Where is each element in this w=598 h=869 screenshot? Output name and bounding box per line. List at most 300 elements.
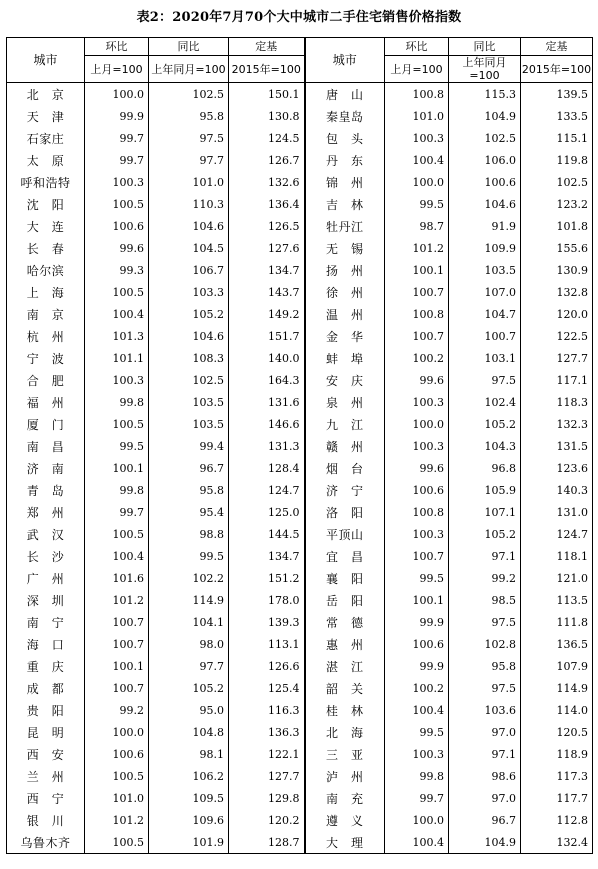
mom-cell-left: 100.6 — [85, 215, 149, 237]
city-cell-left: 天 津 — [7, 105, 85, 127]
mom-cell-left: 99.5 — [85, 435, 149, 457]
base-cell-left: 134.7 — [229, 259, 305, 281]
base-cell-right: 113.5 — [521, 589, 593, 611]
mom-cell-left: 100.7 — [85, 677, 149, 699]
mom-cell-left: 100.1 — [85, 655, 149, 677]
mom-cell-right: 100.6 — [385, 633, 449, 655]
city-cell-right: 大 理 — [305, 831, 385, 854]
mom-cell-right: 100.8 — [385, 83, 449, 106]
yoy-cell-right: 97.0 — [449, 787, 521, 809]
mom-cell-left: 100.5 — [85, 193, 149, 215]
yoy-cell-left: 98.0 — [149, 633, 229, 655]
city-cell-left: 银 川 — [7, 809, 85, 831]
mom-cell-right: 99.5 — [385, 193, 449, 215]
city-cell-left: 厦 门 — [7, 413, 85, 435]
yoy-cell-right: 115.3 — [449, 83, 521, 106]
city-cell-left: 乌鲁木齐 — [7, 831, 85, 854]
mom-cell-left: 100.7 — [85, 611, 149, 633]
city-cell-left: 大 连 — [7, 215, 85, 237]
base-cell-right: 120.5 — [521, 721, 593, 743]
yoy-cell-left: 97.5 — [149, 127, 229, 149]
city-cell-right: 湛 江 — [305, 655, 385, 677]
mom-cell-right: 99.5 — [385, 721, 449, 743]
base-cell-left: 136.3 — [229, 721, 305, 743]
base-subheader-right: 2015年=100 — [521, 56, 593, 83]
city-cell-right: 泸 州 — [305, 765, 385, 787]
mom-cell-right: 100.3 — [385, 435, 449, 457]
yoy-cell-left: 103.5 — [149, 391, 229, 413]
base-cell-left: 140.0 — [229, 347, 305, 369]
mom-header-left: 环比 — [85, 38, 149, 56]
base-cell-left: 126.6 — [229, 655, 305, 677]
yoy-cell-right: 97.5 — [449, 369, 521, 391]
table-row — [7, 369, 593, 391]
base-cell-left: 127.7 — [229, 765, 305, 787]
city-cell-right: 宜 昌 — [305, 545, 385, 567]
base-cell-right: 102.5 — [521, 171, 593, 193]
city-cell-left: 郑 州 — [7, 501, 85, 523]
city-cell-right: 赣 州 — [305, 435, 385, 457]
city-cell-left: 长 沙 — [7, 545, 85, 567]
table-row — [7, 501, 593, 523]
mom-cell-left: 100.4 — [85, 545, 149, 567]
yoy-header-left: 同比 — [149, 38, 229, 56]
city-cell-right: 洛 阳 — [305, 501, 385, 523]
city-cell-left: 广 州 — [7, 567, 85, 589]
base-cell-left: 149.2 — [229, 303, 305, 325]
city-cell-left: 重 庆 — [7, 655, 85, 677]
base-cell-left: 164.3 — [229, 369, 305, 391]
yoy-cell-left: 97.7 — [149, 655, 229, 677]
yoy-cell-left: 101.0 — [149, 171, 229, 193]
table-title: 表2：2020年7月70个大中城市二手住宅销售价格指数 — [136, 10, 462, 25]
yoy-cell-right: 104.9 — [449, 831, 521, 854]
yoy-cell-left: 104.6 — [149, 215, 229, 237]
yoy-cell-right: 97.5 — [449, 677, 521, 699]
base-cell-left: 144.5 — [229, 523, 305, 545]
mom-cell-left: 99.7 — [85, 127, 149, 149]
mom-cell-right: 100.0 — [385, 413, 449, 435]
base-cell-right: 155.6 — [521, 237, 593, 259]
mom-cell-right: 101.2 — [385, 237, 449, 259]
yoy-cell-left: 104.8 — [149, 721, 229, 743]
mom-cell-right: 100.8 — [385, 303, 449, 325]
city-cell-left: 杭 州 — [7, 325, 85, 347]
base-cell-right: 117.7 — [521, 787, 593, 809]
yoy-subheader-left: 上年同月=100 — [149, 56, 229, 83]
base-cell-right: 107.9 — [521, 655, 593, 677]
yoy-cell-right: 97.0 — [449, 721, 521, 743]
mom-cell-right: 100.4 — [385, 831, 449, 854]
city-cell-right: 烟 台 — [305, 457, 385, 479]
table-row — [7, 655, 593, 677]
city-cell-right: 桂 林 — [305, 699, 385, 721]
yoy-cell-right: 97.5 — [449, 611, 521, 633]
yoy-cell-right: 100.7 — [449, 325, 521, 347]
mom-cell-left: 99.8 — [85, 479, 149, 501]
base-cell-left: 131.6 — [229, 391, 305, 413]
base-cell-right: 133.5 — [521, 105, 593, 127]
city-cell-right: 济 宁 — [305, 479, 385, 501]
table-row — [7, 413, 593, 435]
base-cell-right: 112.8 — [521, 809, 593, 831]
mom-cell-right: 100.1 — [385, 589, 449, 611]
yoy-cell-left: 110.3 — [149, 193, 229, 215]
yoy-cell-left: 102.2 — [149, 567, 229, 589]
city-cell-left: 西 安 — [7, 743, 85, 765]
table-row — [7, 545, 593, 567]
base-header-right: 定基 — [521, 38, 593, 56]
table-row — [7, 699, 593, 721]
base-cell-left: 151.2 — [229, 567, 305, 589]
base-cell-right: 111.8 — [521, 611, 593, 633]
base-cell-right: 121.0 — [521, 567, 593, 589]
base-cell-left: 131.3 — [229, 435, 305, 457]
mom-cell-left: 99.8 — [85, 391, 149, 413]
yoy-cell-left: 95.8 — [149, 105, 229, 127]
yoy-cell-left: 108.3 — [149, 347, 229, 369]
city-cell-right: 襄 阳 — [305, 567, 385, 589]
yoy-cell-left: 109.6 — [149, 809, 229, 831]
yoy-cell-left: 95.0 — [149, 699, 229, 721]
base-cell-right: 131.5 — [521, 435, 593, 457]
mom-cell-left: 100.1 — [85, 457, 149, 479]
base-cell-right: 114.0 — [521, 699, 593, 721]
base-cell-right: 117.1 — [521, 369, 593, 391]
city-cell-left: 武 汉 — [7, 523, 85, 545]
base-cell-right: 127.7 — [521, 347, 593, 369]
base-cell-left: 129.8 — [229, 787, 305, 809]
mom-cell-left: 99.7 — [85, 501, 149, 523]
yoy-cell-left: 99.4 — [149, 435, 229, 457]
base-cell-left: 151.7 — [229, 325, 305, 347]
table-row — [7, 259, 593, 281]
mom-cell-left: 101.3 — [85, 325, 149, 347]
city-cell-left: 海 口 — [7, 633, 85, 655]
mom-cell-left: 99.2 — [85, 699, 149, 721]
base-cell-right: 130.9 — [521, 259, 593, 281]
yoy-cell-right: 104.3 — [449, 435, 521, 457]
mom-cell-right: 100.3 — [385, 743, 449, 765]
mom-cell-left: 101.2 — [85, 809, 149, 831]
yoy-cell-left: 104.6 — [149, 325, 229, 347]
city-cell-right: 遵 义 — [305, 809, 385, 831]
base-cell-right: 132.3 — [521, 413, 593, 435]
mom-cell-right: 99.9 — [385, 611, 449, 633]
yoy-cell-left: 98.1 — [149, 743, 229, 765]
city-cell-left: 青 岛 — [7, 479, 85, 501]
yoy-cell-left: 99.5 — [149, 545, 229, 567]
table-row — [7, 743, 593, 765]
city-header-right: 城市 — [305, 38, 385, 83]
yoy-cell-right: 102.8 — [449, 633, 521, 655]
base-cell-left: 134.7 — [229, 545, 305, 567]
base-cell-left: 143.7 — [229, 281, 305, 303]
mom-cell-left: 99.7 — [85, 149, 149, 171]
table-row — [7, 567, 593, 589]
city-cell-left: 南 京 — [7, 303, 85, 325]
table-row — [7, 105, 593, 127]
base-cell-left: 126.7 — [229, 149, 305, 171]
city-cell-left: 宁 波 — [7, 347, 85, 369]
mom-cell-right: 99.9 — [385, 655, 449, 677]
base-cell-left: 146.6 — [229, 413, 305, 435]
base-cell-left: 130.8 — [229, 105, 305, 127]
mom-cell-left: 100.3 — [85, 369, 149, 391]
base-cell-left: 127.6 — [229, 237, 305, 259]
mom-subheader-right: 上月=100 — [385, 56, 449, 83]
mom-cell-right: 99.5 — [385, 567, 449, 589]
table-row — [7, 457, 593, 479]
city-cell-right: 惠 州 — [305, 633, 385, 655]
city-cell-right: 安 庆 — [305, 369, 385, 391]
city-cell-left: 西 宁 — [7, 787, 85, 809]
yoy-cell-left: 104.5 — [149, 237, 229, 259]
city-cell-left: 长 春 — [7, 237, 85, 259]
mom-cell-right: 100.3 — [385, 127, 449, 149]
table-row — [7, 787, 593, 809]
city-header-left: 城市 — [7, 38, 85, 83]
table-row — [7, 347, 593, 369]
city-cell-left: 哈尔滨 — [7, 259, 85, 281]
mom-cell-right: 100.0 — [385, 809, 449, 831]
yoy-cell-right: 95.8 — [449, 655, 521, 677]
yoy-cell-left: 106.7 — [149, 259, 229, 281]
base-cell-left: 116.3 — [229, 699, 305, 721]
table-row — [7, 435, 593, 457]
base-cell-right: 122.5 — [521, 325, 593, 347]
city-cell-left: 福 州 — [7, 391, 85, 413]
mom-cell-left: 100.6 — [85, 743, 149, 765]
yoy-cell-left: 103.3 — [149, 281, 229, 303]
mom-cell-left: 100.0 — [85, 721, 149, 743]
base-cell-right: 118.3 — [521, 391, 593, 413]
base-cell-left: 132.6 — [229, 171, 305, 193]
base-cell-left: 128.7 — [229, 831, 305, 854]
mom-cell-right: 99.6 — [385, 369, 449, 391]
city-cell-left: 深 圳 — [7, 589, 85, 611]
city-cell-right: 岳 阳 — [305, 589, 385, 611]
base-cell-right: 115.1 — [521, 127, 593, 149]
yoy-subheader-right: 上年同月=100 — [449, 56, 521, 83]
table-row — [7, 83, 593, 106]
city-cell-right: 锦 州 — [305, 171, 385, 193]
table-row — [7, 721, 593, 743]
yoy-cell-right: 106.0 — [449, 149, 521, 171]
base-cell-left: 124.7 — [229, 479, 305, 501]
mom-cell-left: 99.6 — [85, 237, 149, 259]
city-cell-right: 泉 州 — [305, 391, 385, 413]
base-cell-right: 132.8 — [521, 281, 593, 303]
yoy-cell-right: 105.9 — [449, 479, 521, 501]
mom-cell-right: 99.6 — [385, 457, 449, 479]
yoy-cell-left: 95.4 — [149, 501, 229, 523]
city-cell-right: 平顶山 — [305, 523, 385, 545]
mom-cell-right: 100.2 — [385, 347, 449, 369]
base-cell-right: 101.8 — [521, 215, 593, 237]
mom-cell-right: 100.7 — [385, 325, 449, 347]
mom-cell-left: 101.0 — [85, 787, 149, 809]
yoy-cell-right: 102.4 — [449, 391, 521, 413]
yoy-cell-right: 97.1 — [449, 545, 521, 567]
mom-cell-right: 101.0 — [385, 105, 449, 127]
base-cell-left: 178.0 — [229, 589, 305, 611]
city-cell-left: 济 南 — [7, 457, 85, 479]
mom-cell-left: 100.0 — [85, 83, 149, 106]
mom-cell-left: 100.4 — [85, 303, 149, 325]
mom-cell-right: 100.3 — [385, 391, 449, 413]
city-cell-right: 吉 林 — [305, 193, 385, 215]
base-cell-right: 132.4 — [521, 831, 593, 854]
city-cell-left: 沈 阳 — [7, 193, 85, 215]
yoy-cell-right: 107.1 — [449, 501, 521, 523]
yoy-cell-left: 103.5 — [149, 413, 229, 435]
city-cell-right: 北 海 — [305, 721, 385, 743]
base-cell-left: 113.1 — [229, 633, 305, 655]
mom-cell-left: 100.5 — [85, 281, 149, 303]
mom-cell-right: 100.7 — [385, 545, 449, 567]
base-cell-left: 125.0 — [229, 501, 305, 523]
yoy-cell-left: 109.5 — [149, 787, 229, 809]
city-cell-left: 昆 明 — [7, 721, 85, 743]
table-row — [7, 611, 593, 633]
base-cell-right: 123.2 — [521, 193, 593, 215]
mom-cell-right: 100.4 — [385, 699, 449, 721]
table-row — [7, 149, 593, 171]
table-row — [7, 281, 593, 303]
table-row — [7, 325, 593, 347]
city-cell-left: 贵 阳 — [7, 699, 85, 721]
yoy-cell-left: 105.2 — [149, 677, 229, 699]
yoy-cell-right: 102.5 — [449, 127, 521, 149]
base-cell-left: 139.3 — [229, 611, 305, 633]
base-cell-right: 139.5 — [521, 83, 593, 106]
yoy-cell-right: 109.9 — [449, 237, 521, 259]
mom-cell-right: 100.4 — [385, 149, 449, 171]
mom-cell-right: 99.8 — [385, 765, 449, 787]
yoy-cell-right: 100.6 — [449, 171, 521, 193]
city-cell-left: 南 宁 — [7, 611, 85, 633]
yoy-cell-left: 102.5 — [149, 83, 229, 106]
city-cell-right: 丹 东 — [305, 149, 385, 171]
yoy-cell-right: 105.2 — [449, 413, 521, 435]
mom-cell-left: 100.3 — [85, 171, 149, 193]
city-cell-right: 秦皇岛 — [305, 105, 385, 127]
yoy-cell-left: 95.8 — [149, 479, 229, 501]
city-cell-left: 呼和浩特 — [7, 171, 85, 193]
table-row — [7, 303, 593, 325]
mom-cell-left: 100.5 — [85, 413, 149, 435]
mom-cell-right: 100.2 — [385, 677, 449, 699]
city-cell-right: 蚌 埠 — [305, 347, 385, 369]
base-cell-right: 119.8 — [521, 149, 593, 171]
yoy-cell-right: 103.5 — [449, 259, 521, 281]
city-cell-right: 常 德 — [305, 611, 385, 633]
yoy-cell-right: 103.1 — [449, 347, 521, 369]
base-subheader-left: 2015年=100 — [229, 56, 305, 83]
table-row — [7, 523, 593, 545]
mom-cell-left: 100.5 — [85, 831, 149, 854]
city-cell-left: 合 肥 — [7, 369, 85, 391]
yoy-cell-right: 104.6 — [449, 193, 521, 215]
base-cell-left: 124.5 — [229, 127, 305, 149]
base-cell-right: 118.9 — [521, 743, 593, 765]
base-cell-left: 136.4 — [229, 193, 305, 215]
mom-cell-left: 101.2 — [85, 589, 149, 611]
yoy-cell-right: 98.5 — [449, 589, 521, 611]
yoy-cell-left: 102.5 — [149, 369, 229, 391]
mom-cell-left: 99.9 — [85, 105, 149, 127]
yoy-cell-left: 104.1 — [149, 611, 229, 633]
base-cell-right: 117.3 — [521, 765, 593, 787]
yoy-cell-right: 96.8 — [449, 457, 521, 479]
yoy-cell-right: 96.7 — [449, 809, 521, 831]
city-cell-left: 太 原 — [7, 149, 85, 171]
yoy-cell-left: 105.2 — [149, 303, 229, 325]
base-cell-left: 125.4 — [229, 677, 305, 699]
price-index-table — [6, 37, 593, 854]
base-cell-left: 120.2 — [229, 809, 305, 831]
base-cell-left: 128.4 — [229, 457, 305, 479]
yoy-cell-right: 91.9 — [449, 215, 521, 237]
mom-cell-left: 100.7 — [85, 633, 149, 655]
base-cell-left: 126.5 — [229, 215, 305, 237]
city-cell-right: 韶 关 — [305, 677, 385, 699]
table-row — [7, 677, 593, 699]
mom-cell-right: 99.7 — [385, 787, 449, 809]
base-cell-right: 114.9 — [521, 677, 593, 699]
table-row — [7, 237, 593, 259]
mom-cell-left: 101.6 — [85, 567, 149, 589]
city-cell-right: 三 亚 — [305, 743, 385, 765]
table-row — [7, 589, 593, 611]
yoy-cell-right: 105.2 — [449, 523, 521, 545]
city-cell-left: 兰 州 — [7, 765, 85, 787]
yoy-cell-right: 104.9 — [449, 105, 521, 127]
city-cell-right: 九 江 — [305, 413, 385, 435]
mom-cell-left: 100.5 — [85, 765, 149, 787]
base-cell-left: 122.1 — [229, 743, 305, 765]
table-row — [7, 391, 593, 413]
mom-cell-left: 99.3 — [85, 259, 149, 281]
city-cell-right: 温 州 — [305, 303, 385, 325]
yoy-cell-left: 101.9 — [149, 831, 229, 854]
yoy-cell-left: 98.8 — [149, 523, 229, 545]
city-cell-left: 成 都 — [7, 677, 85, 699]
city-cell-right: 徐 州 — [305, 281, 385, 303]
table-row — [7, 193, 593, 215]
mom-cell-right: 100.0 — [385, 171, 449, 193]
table-row — [7, 633, 593, 655]
city-cell-right: 无 锡 — [305, 237, 385, 259]
base-cell-right: 140.3 — [521, 479, 593, 501]
city-cell-right: 扬 州 — [305, 259, 385, 281]
city-cell-left: 上 海 — [7, 281, 85, 303]
mom-cell-right: 98.7 — [385, 215, 449, 237]
yoy-cell-right: 98.6 — [449, 765, 521, 787]
city-cell-right: 牡丹江 — [305, 215, 385, 237]
mom-cell-right: 100.3 — [385, 523, 449, 545]
table-row — [7, 765, 593, 787]
table-row — [7, 479, 593, 501]
base-cell-right: 136.5 — [521, 633, 593, 655]
yoy-cell-left: 97.7 — [149, 149, 229, 171]
mom-cell-right: 100.8 — [385, 501, 449, 523]
yoy-cell-left: 106.2 — [149, 765, 229, 787]
table-row — [7, 831, 593, 854]
mom-cell-right: 100.7 — [385, 281, 449, 303]
base-cell-right: 118.1 — [521, 545, 593, 567]
